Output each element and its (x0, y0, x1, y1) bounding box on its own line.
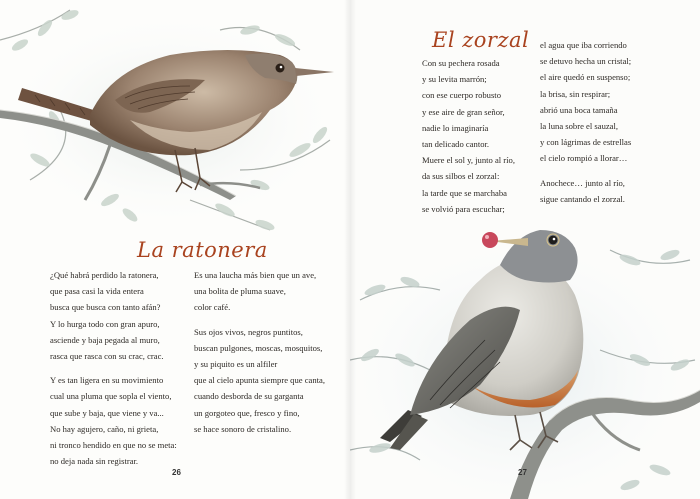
poem-line: busca que busca con tanto afán? (50, 302, 161, 313)
thrush-on-branch-illustration (350, 210, 700, 499)
poem-line: con ese cuerpo robusto (422, 90, 501, 101)
poem-line: un gorgoteo que, fresco y fino, (194, 407, 300, 418)
poem-line: color café. (194, 302, 231, 313)
poem-column-left-2 (194, 267, 325, 445)
stanza (540, 37, 631, 167)
poem-line: que al cielo apunta siempre que canta, (194, 375, 325, 386)
poem-line: se detuvo hecha un cristal; (540, 56, 632, 67)
poem-line: Muere el sol y, junto al río, (422, 155, 515, 166)
poem-line: la tarde que se marchaba (422, 187, 507, 198)
poem-column-right-2 (540, 37, 631, 215)
poem-line: Y lo hurga todo con gran apuro, (50, 318, 160, 329)
stanza (540, 175, 631, 207)
poem-line: da sus silbos el zorzal: (422, 171, 500, 182)
poem-line: no deja nada sin registrar. (50, 456, 139, 467)
poem-line: cuando desborda de su garganta (194, 391, 304, 402)
poem-line: la luna sobre el sauzal, (540, 121, 619, 132)
poem-line: Sus ojos vivos, negros puntitos, (194, 326, 303, 337)
poem-line: cual una pluma que sopla el viento, (50, 391, 172, 402)
poem-line: y su levita marrón; (422, 74, 487, 85)
stanza (50, 372, 177, 469)
poem-column-left-1 (50, 267, 177, 477)
poem-line: ni tronco hendido en que no se meta: (50, 440, 177, 451)
poem-line: una bolita de pluma suave, (194, 286, 286, 297)
poem-line: tan delicado cantor. (422, 139, 490, 150)
poem-line: Anochece… junto al río, (540, 177, 625, 188)
page-number-left: 26 (172, 468, 181, 477)
poem-line: rasca que rasca con su crac, crac. (50, 351, 164, 362)
poem-title-la-ratonera: La ratonera (137, 238, 268, 262)
poem-line: el agua que iba corriendo (540, 40, 627, 50)
poem-line: asciende y baja pegada al muro, (50, 334, 160, 345)
poem-title-el-zorzal: El zorzal (432, 28, 530, 52)
poem-column-right-1 (422, 55, 515, 225)
stanza (422, 55, 515, 217)
right-page (350, 0, 700, 499)
poem-line: el aire quedó en suspenso; (540, 72, 631, 83)
poem-line: Con su pechera rosada (422, 58, 500, 68)
poem-line: y ese aire de gran señor, (422, 106, 505, 117)
poem-line: No hay agujero, caño, ni grieta, (50, 423, 159, 434)
poem-line: buscan pulgones, moscas, mosquitos, (194, 342, 323, 353)
poem-line: y su piquito es un alfiler (194, 359, 278, 370)
poem-line: se hace sonoro de cristalino. (194, 423, 292, 434)
poem-line: nadie lo imaginaría (422, 122, 489, 133)
poem-line: abrió una boca tamaña (540, 104, 618, 115)
page-number-right: 27 (518, 468, 527, 477)
wren-on-branch-illustration (0, 0, 350, 235)
poem-line: se volvió para escuchar; (422, 203, 505, 214)
poem-line: y con lágrimas de estrellas (540, 137, 632, 148)
poem-line: la brisa, sin respirar; (540, 88, 611, 99)
poem-line: el cielo rompió a llorar… (540, 153, 628, 164)
poem-line: ¿Qué habrá perdido la ratonera, (50, 270, 159, 280)
poem-line: que pasa casi la vida entera (50, 286, 144, 297)
stanza (50, 267, 177, 364)
stanza (194, 267, 325, 316)
stanza (194, 324, 325, 437)
poem-line: Es una laucha más bien que un ave, (194, 270, 317, 280)
poem-line: que sube y baja, que viene y va... (50, 407, 164, 418)
poem-line: sigue cantando el zorzal. (540, 193, 625, 204)
poem-line: Y es tan ligera en su movimiento (50, 375, 164, 386)
